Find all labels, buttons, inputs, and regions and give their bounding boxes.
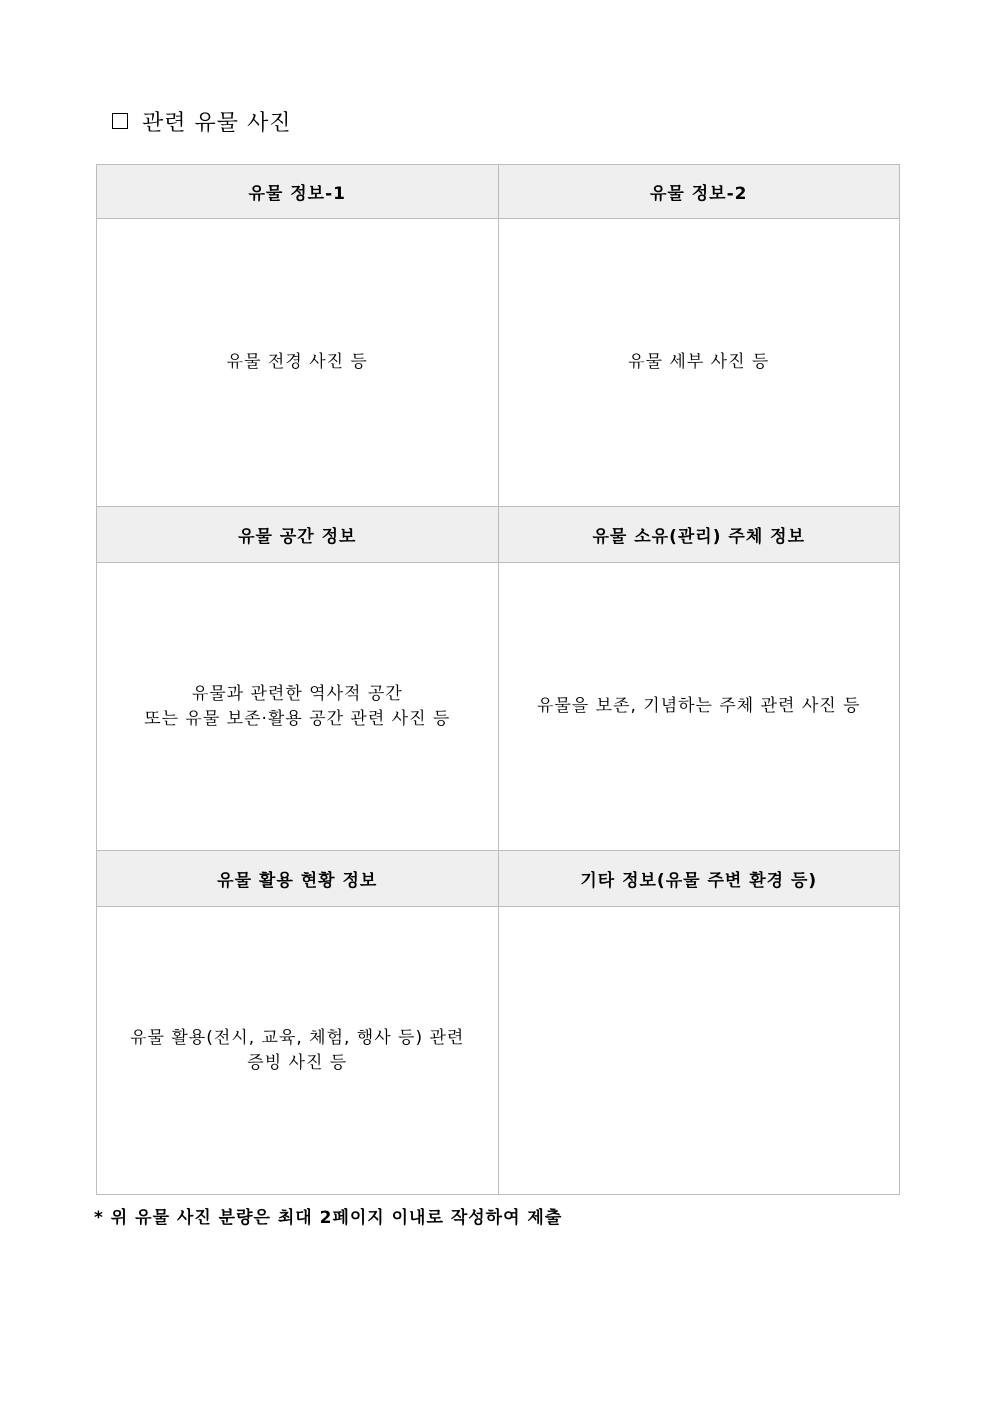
cell-text-line: 유물을 보존, 기념하는 주체 관련 사진 등 [536,696,861,716]
checkbox-square-icon [112,113,128,129]
cell-text-line: 유물 활용(전시, 교육, 체험, 행사 등) 관련 [130,1027,465,1048]
photo-area-usage-info[interactable] [97,907,499,1195]
photo-area-owner-info[interactable] [498,563,900,851]
cell-header-owner-info: 유물 소유(관리) 주체 정보 [498,507,900,563]
table-body-row [97,219,900,507]
photo-area-relic-info-2[interactable] [498,219,900,507]
cell-text-line: 증빙 사진 등 [247,1052,348,1073]
footnote: * 위 유물 사진 분량은 최대 2페이지 이내로 작성하여 제출 [94,1207,563,1228]
photo-area-relic-info-1[interactable] [97,219,499,507]
photo-area-other-info[interactable] [498,907,900,1195]
cell-text-line: 유물 전경 사진 등 [226,352,368,372]
cell-text-line: 또는 유물 보존·활용 공간 관련 사진 등 [144,708,451,729]
cell-header-space-info: 유물 공간 정보 [97,507,499,563]
section-title: 관련 유물 사진 [142,110,292,136]
table-body-row [97,907,900,1195]
photo-area-space-info[interactable] [97,563,499,851]
table-body-row [97,563,900,851]
cell-header-usage-info: 유물 활용 현황 정보 [97,851,499,907]
cell-text-line: 유물 세부 사진 등 [628,352,770,372]
table-header-row [97,851,900,907]
cell-header-relic-info-1: 유물 정보-1 [97,165,499,219]
relic-photo-table [96,164,900,1195]
cell-text-line: 유물과 관련한 역사적 공간 [191,683,403,704]
cell-header-other-info: 기타 정보(유물 주변 환경 등) [498,851,900,907]
table-header-row [97,507,900,563]
table-header-row [97,165,900,219]
cell-header-relic-info-2: 유물 정보-2 [498,165,900,219]
section-heading [112,106,292,136]
